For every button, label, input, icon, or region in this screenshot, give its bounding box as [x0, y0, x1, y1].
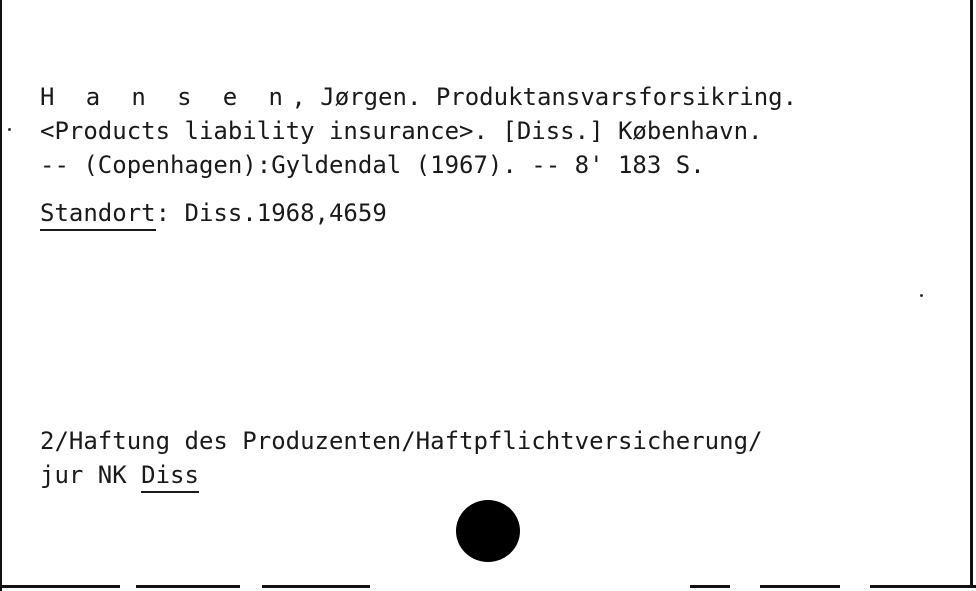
entry-line-2: <Products liability insurance>. [Diss.] København. — [40, 117, 763, 145]
scan-speck — [920, 294, 923, 297]
author-title: , Jørgen. Produktansvarsforsikring. — [291, 83, 798, 111]
classification-code: Diss — [141, 461, 199, 493]
card-bottom-edge — [0, 585, 976, 588]
author-surname: H a n s e n — [40, 83, 292, 111]
classification-line — [40, 460, 199, 490]
punch-hole — [456, 500, 520, 562]
standort-value: : Diss.1968,4659 — [155, 199, 387, 227]
subject-heading-line: 2/Haftung des Produzenten/Haftpflichtversicherung/ — [40, 427, 763, 455]
card-left-edge — [0, 0, 2, 591]
card-right-edge — [970, 0, 973, 585]
entry-line-1 — [40, 82, 797, 112]
classification-prefix: jur NK — [40, 461, 142, 489]
standort-label: Standort — [40, 199, 156, 231]
standort-line — [40, 198, 387, 228]
scan-speck — [8, 128, 11, 131]
entry-line-3: -- (Copenhagen):Gyldendal (1967). -- 8' 183 S. — [40, 151, 705, 179]
